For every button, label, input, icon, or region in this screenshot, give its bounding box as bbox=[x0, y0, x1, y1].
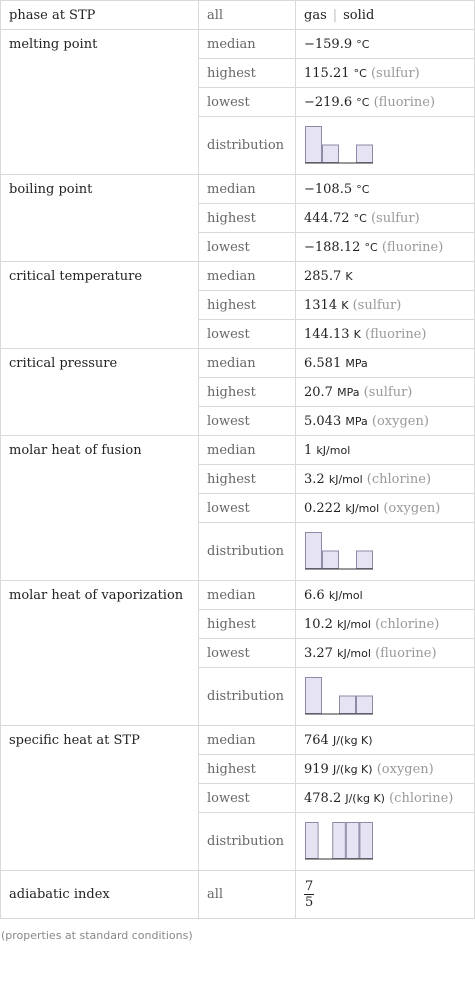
property-label: molar heat of fusion bbox=[1, 436, 199, 581]
unit: °C bbox=[356, 37, 370, 51]
unit: J/(kg K) bbox=[345, 791, 385, 805]
property-label: molar heat of vaporization bbox=[1, 581, 199, 726]
value-cell bbox=[296, 1, 475, 30]
attribute-label: median bbox=[199, 262, 296, 291]
phase-value-solid: solid bbox=[343, 7, 375, 23]
unit: kJ/mol bbox=[328, 588, 363, 602]
element-note: (fluorine) bbox=[373, 94, 436, 110]
distribution-cell bbox=[296, 117, 475, 175]
attribute-label: highest bbox=[199, 610, 296, 639]
value-cell bbox=[296, 59, 475, 88]
distribution-cell bbox=[296, 668, 475, 726]
unit: °C bbox=[353, 211, 367, 225]
adiabatic-row bbox=[1, 871, 475, 919]
element-note: (sulfur) bbox=[363, 384, 413, 400]
element-note: (chlorine) bbox=[389, 790, 454, 806]
property-label: melting point bbox=[1, 30, 199, 175]
value: −188.12 bbox=[304, 239, 361, 255]
value-cell bbox=[296, 581, 475, 610]
element-note: (sulfur) bbox=[370, 210, 420, 226]
value: 6.6 bbox=[304, 587, 325, 603]
unit: kJ/mol bbox=[316, 443, 351, 457]
histogram-bar bbox=[306, 677, 322, 713]
distribution-histogram bbox=[304, 676, 376, 718]
value-cell bbox=[296, 407, 475, 436]
value-cell bbox=[296, 349, 475, 378]
value: 444.72 bbox=[304, 210, 350, 226]
value: 1 bbox=[304, 442, 313, 458]
element-note: (sulfur) bbox=[352, 297, 402, 313]
distribution-cell bbox=[296, 813, 475, 871]
element-note: (oxygen) bbox=[383, 500, 441, 516]
histogram-bar bbox=[306, 126, 322, 162]
unit: °C bbox=[356, 95, 370, 109]
histogram-bar bbox=[306, 822, 319, 858]
distribution-histogram bbox=[304, 125, 376, 167]
fraction-numerator: 7 bbox=[305, 878, 314, 894]
unit: K bbox=[345, 269, 353, 283]
attribute-label: median bbox=[199, 30, 296, 59]
unit: kJ/mol bbox=[337, 646, 371, 660]
attribute-label: lowest bbox=[199, 407, 296, 436]
histogram-bar bbox=[357, 145, 373, 163]
property-label: adiabatic index bbox=[1, 871, 199, 919]
element-note: (chlorine) bbox=[366, 471, 432, 487]
value-cell bbox=[296, 233, 475, 262]
property-label: critical temperature bbox=[1, 262, 199, 349]
distribution-histogram bbox=[304, 531, 376, 573]
attribute-label: highest bbox=[199, 378, 296, 407]
attribute-label: distribution bbox=[199, 523, 296, 581]
value: 919 bbox=[304, 761, 329, 777]
element-note: (chlorine) bbox=[375, 616, 440, 632]
element-note: (sulfur) bbox=[370, 65, 420, 81]
value-cell bbox=[296, 755, 475, 784]
value-cell bbox=[296, 175, 475, 204]
property-label: specific heat at STP bbox=[1, 726, 199, 871]
value-cell bbox=[296, 784, 475, 813]
separator: | bbox=[332, 7, 338, 23]
unit: MPa bbox=[337, 385, 360, 399]
value-cell bbox=[296, 204, 475, 233]
value: 3.27 bbox=[304, 645, 333, 661]
value: 10.2 bbox=[304, 616, 333, 632]
histogram-bar bbox=[360, 822, 373, 858]
phase-value-gas: gas bbox=[304, 7, 327, 23]
attribute-label: median bbox=[199, 349, 296, 378]
unit: kJ/mol bbox=[337, 617, 371, 631]
value: 764 bbox=[304, 732, 329, 748]
value: 6.581 bbox=[304, 355, 342, 371]
value-cell bbox=[296, 30, 475, 59]
attribute-label: lowest bbox=[199, 639, 296, 668]
unit: °C bbox=[364, 240, 378, 254]
property-label: critical pressure bbox=[1, 349, 199, 436]
footnote: (properties at standard conditions) bbox=[1, 929, 193, 942]
histogram-bar bbox=[357, 551, 373, 569]
histogram-bar bbox=[323, 551, 339, 569]
element-note: (fluorine) bbox=[381, 239, 444, 255]
value: 0.222 bbox=[304, 500, 342, 516]
unit: °C bbox=[353, 66, 367, 80]
attribute-label: distribution bbox=[199, 668, 296, 726]
attribute-label: all bbox=[199, 871, 296, 919]
attribute-label: highest bbox=[199, 465, 296, 494]
attribute-label: distribution bbox=[199, 117, 296, 175]
value: 20.7 bbox=[304, 384, 333, 400]
element-note: (fluorine) bbox=[365, 326, 427, 342]
value: −108.5 bbox=[304, 181, 353, 197]
value-cell bbox=[296, 639, 475, 668]
unit: °C bbox=[356, 182, 370, 196]
fraction bbox=[304, 879, 314, 911]
unit: MPa bbox=[345, 414, 368, 428]
unit: kJ/mol bbox=[345, 501, 380, 515]
melting-median-row bbox=[1, 30, 475, 59]
value: −159.9 bbox=[304, 36, 353, 52]
value: 144.13 bbox=[304, 326, 350, 342]
attribute-label: median bbox=[199, 436, 296, 465]
value: 3.2 bbox=[304, 471, 325, 487]
attribute-label: highest bbox=[199, 755, 296, 784]
histogram-bar bbox=[333, 822, 346, 858]
attribute-label: highest bbox=[199, 59, 296, 88]
histogram-bar bbox=[340, 696, 356, 714]
attribute-label: lowest bbox=[199, 784, 296, 813]
value: 115.21 bbox=[304, 65, 350, 81]
value-cell bbox=[296, 262, 475, 291]
attribute-label: lowest bbox=[199, 320, 296, 349]
value-cell bbox=[296, 378, 475, 407]
value-cell bbox=[296, 320, 475, 349]
element-note: (oxygen) bbox=[371, 413, 429, 429]
value: 285.7 bbox=[304, 268, 342, 284]
value: −219.6 bbox=[304, 94, 353, 110]
value-cell bbox=[296, 465, 475, 494]
histogram-bar bbox=[346, 822, 359, 858]
value-cell bbox=[296, 436, 475, 465]
crit-press-median-row bbox=[1, 349, 475, 378]
attribute-label: highest bbox=[199, 204, 296, 233]
attribute-label: highest bbox=[199, 291, 296, 320]
value: 5.043 bbox=[304, 413, 342, 429]
property-label: phase at STP bbox=[1, 1, 199, 30]
fusion-median-row bbox=[1, 436, 475, 465]
unit: K bbox=[353, 327, 361, 341]
vaporization-median-row bbox=[1, 581, 475, 610]
value-cell bbox=[296, 88, 475, 117]
element-note: (fluorine) bbox=[375, 645, 437, 661]
value-cell bbox=[296, 494, 475, 523]
attribute-label: median bbox=[199, 581, 296, 610]
unit: J/(kg K) bbox=[332, 733, 373, 747]
distribution-histogram bbox=[304, 821, 376, 863]
histogram-bar bbox=[306, 532, 322, 568]
value: 1314 bbox=[304, 297, 338, 313]
attribute-label: lowest bbox=[199, 233, 296, 262]
attribute-label: distribution bbox=[199, 813, 296, 871]
unit: K bbox=[341, 298, 349, 312]
attribute-label: median bbox=[199, 726, 296, 755]
unit: J/(kg K) bbox=[332, 762, 373, 776]
attribute-label: lowest bbox=[199, 88, 296, 117]
value-cell bbox=[296, 726, 475, 755]
unit: MPa bbox=[345, 356, 368, 370]
specific-heat-median-row bbox=[1, 726, 475, 755]
attribute-label: all bbox=[199, 1, 296, 30]
value: 478.2 bbox=[304, 790, 342, 806]
value-cell bbox=[296, 291, 475, 320]
element-note: (oxygen) bbox=[376, 761, 434, 777]
unit: kJ/mol bbox=[328, 472, 363, 486]
fraction-denominator: 5 bbox=[305, 894, 314, 910]
value-cell bbox=[296, 610, 475, 639]
histogram-bar bbox=[357, 696, 373, 714]
attribute-label: median bbox=[199, 175, 296, 204]
value-cell bbox=[296, 871, 475, 919]
histogram-bar bbox=[323, 145, 339, 163]
distribution-cell bbox=[296, 523, 475, 581]
phase-row bbox=[1, 1, 475, 30]
property-label: boiling point bbox=[1, 175, 199, 262]
attribute-label: lowest bbox=[199, 494, 296, 523]
boiling-median-row bbox=[1, 175, 475, 204]
crit-temp-median-row bbox=[1, 262, 475, 291]
